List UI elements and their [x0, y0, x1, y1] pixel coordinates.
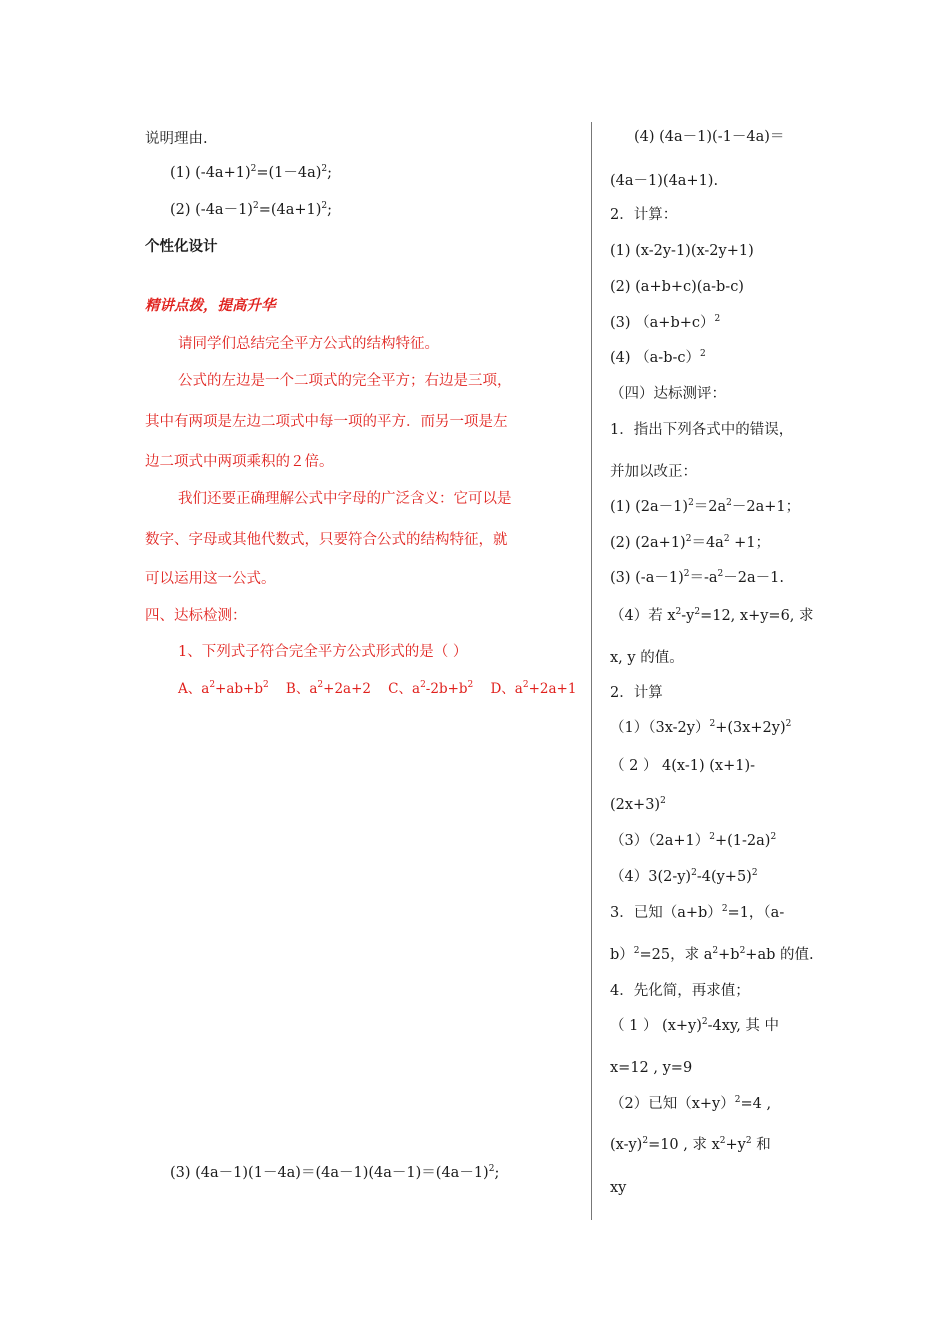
summary-paragraph-3-line-3: 可以运用这一公式。 [145, 571, 276, 587]
problem-4-item-2-line-1: （2）已知$(x+y)^2=4$ , [610, 1095, 772, 1112]
column-divider [591, 122, 592, 1220]
problem-3-line-2: b）$^2$=25，求 $a^2+b^2+ab$ 的值. [610, 946, 814, 963]
summary-paragraph-2-line-1: 公式的左边是一个二项式的完全平方；右边是三项， [178, 373, 512, 389]
choice-options [178, 679, 576, 699]
error-item-1: (1) $(2a-1)^2=2a^2-2a+1$； [610, 498, 801, 515]
calc-heading: 2．计算： [610, 207, 678, 223]
calc2-item-4: $(4)3(2-y)^2-4(y+5)^2$ [610, 868, 758, 885]
question-1: (1) $(-4a+1)^2=(1-4a)^2$; [170, 164, 333, 181]
summary-paragraph-3-line-2: 数字、字母或其他代数式，只要符合公式的结构特征，就 [145, 532, 508, 548]
choice-question: 1、下列式子符合完全平方公式形式的是（ ） [178, 644, 468, 660]
error-item-4-line-1: （4）若 $x^2-y^2=12$, x+y=6, 求 [610, 607, 814, 624]
option-a: A、$a^2+ab+b^2$ [178, 680, 269, 697]
problem-4-heading: 4．先化简，再求值； [610, 983, 750, 999]
calc-item-3: (3) $(a+b+c)^2$ [610, 314, 721, 331]
problem-4-item-2-line-2: $(x-y)^2=10$ , 求 $x^2+y^2$ 和 [610, 1136, 771, 1153]
summary-paragraph-2-line-3: 边二项式中两项乘积的２倍。 [145, 454, 334, 470]
problem-4-item-2-line-3: xy [610, 1180, 627, 1196]
summary-paragraph-3-line-1: 我们还要正确理解公式中字母的广泛含义：它可以是 [178, 491, 512, 507]
option-d: D、$a^2+2a+1$ [490, 680, 577, 697]
section-4-heading: 四、达标检测： [145, 608, 247, 624]
option-c: C、$a^2-2b+b^2$ [388, 680, 474, 697]
test-item-1-line-2: 并加以改正： [610, 464, 697, 480]
calc-item-1: (1) (x-2y-1)(x-2y+1) [610, 243, 754, 259]
problem-4-item-1-line-2: x=12 , y=9 [610, 1060, 693, 1076]
problem-4-item-1-line-1: （ 1 ） $(x+y)^2-4xy$, 其 中 [610, 1017, 780, 1034]
calc2-item-2-line-2: $(2x+3)^2$ [610, 796, 666, 813]
error-item-4-line-2: x, y 的值。 [610, 650, 684, 666]
test-heading: （四）达标测评： [610, 386, 726, 402]
calc-item-4: (4) $(a-b-c)^2$ [610, 349, 706, 366]
calc-item-2: (2) (a+b+c)(a-b-c) [610, 279, 744, 295]
question-3: (3) $(4a-1)(1-4a)=(4a-1)(4a-1)=(4a-1)^2$; [170, 1164, 500, 1181]
question-2: (2) $(-4a-1)^2=(4a+1)^2$; [170, 201, 333, 218]
calc2-item-3: $(3)(2a+1)^2+(1-2a)^2$ [610, 832, 777, 849]
test-item-1-line-1: 1．指出下列各式中的错误， [610, 422, 794, 438]
intro-line: 说明理由. [145, 131, 208, 147]
calc2-item-1: $(1)(3x-2y)^2+(3x+2y)^2$ [610, 719, 792, 736]
summary-heading: 精讲点拨，提高升华 [145, 297, 276, 314]
calc2-heading: 2．计算 [610, 685, 663, 701]
option-b: B、$a^2+2a+2$ [285, 680, 371, 697]
error-item-3: (3) $(-a-1)^2=-a^2-2a-1$. [610, 569, 784, 586]
question-4-line-2: (4a－1)(4a+1). [610, 173, 719, 189]
calc2-item-2-line-1: （ 2 ） 4(x-1) (x+1)- [610, 758, 756, 774]
summary-paragraph-1: 请同学们总结完全平方公式的结构特征。 [178, 336, 439, 352]
problem-3-line-1: 3．已知$(a+b)^2=1$，（a- [610, 904, 785, 921]
error-item-2: (2) $(2a+1)^2=4a^2 +1$； [610, 534, 771, 551]
summary-paragraph-2-line-2: 其中有两项是左边二项式中每一项的平方．而另一项是左 [145, 414, 508, 430]
personal-design-heading: 个性化设计 [145, 238, 218, 255]
question-4-line-1: (4) (4a－1)(-1－4a)＝ [634, 129, 785, 145]
